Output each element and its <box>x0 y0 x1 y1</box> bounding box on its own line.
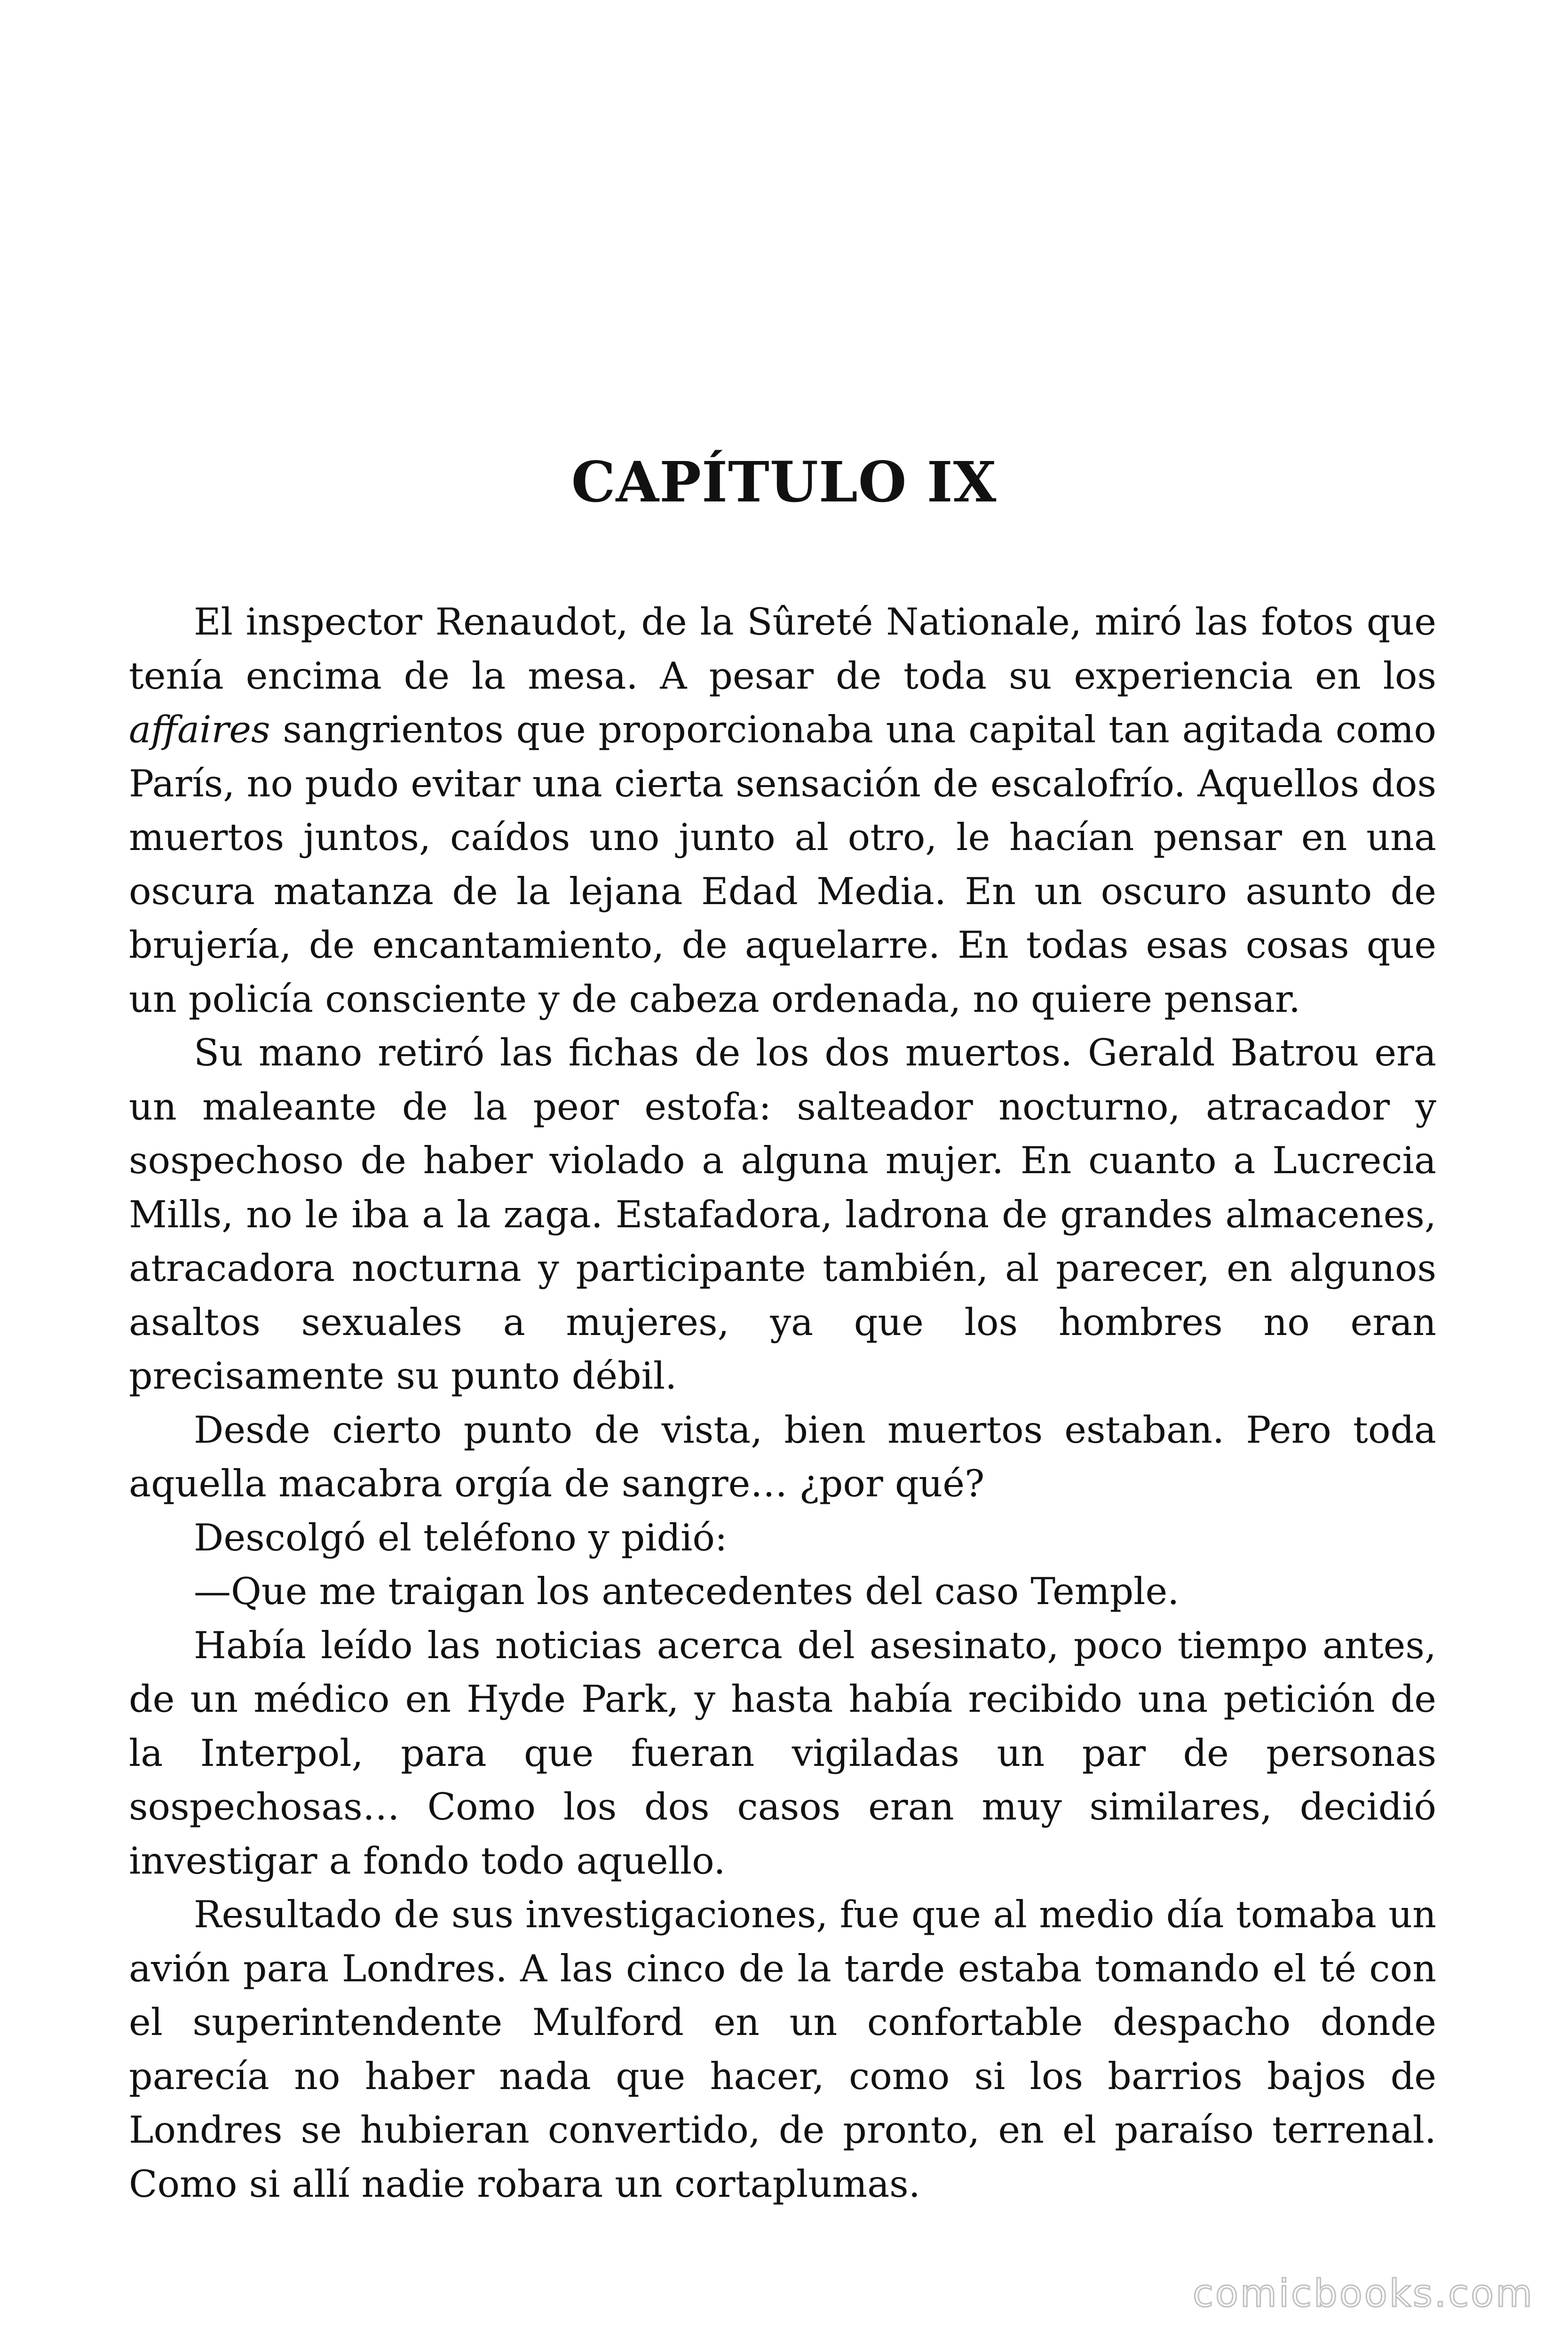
paragraph-4: Descolgó el teléfono y pidió: <box>194 1516 728 1559</box>
italic-word: affaires <box>129 708 270 751</box>
paragraph-1-end: sangrientos que proporcionaba una capital tan agitada como París, no pudo evitar una cierta sensación de escalofrío. Aquellos dos muertos juntos, caídos uno junto al otro, le hacían pensar en una oscura matanza de la lejana Edad Media. En un oscuro asunto de brujería, de encantamiento, de aquelarre. En todas esas cosas que un policía consciente y de cabeza ordenada, no quiere pensar. <box>129 708 1436 1021</box>
paragraph-2: Su mano retiró las fichas de los dos muertos. Gerald Batrou era un maleante de la peor estofa: salteador nocturno, atracador y sospechoso de haber violado a alguna mujer. En cuanto a Lucrecia Mills, no le iba a la zaga. Estafadora, ladrona de grandes almacenes, atracadora nocturna y participante también, al parecer, en algunos asaltos sexuales a mujeres, ya que los hombres no eran precisamente su punto débil. <box>129 1031 1436 1398</box>
chapter-body <box>129 595 1436 2211</box>
paragraph-1-start: El inspector Renaudot, de la Sûreté Nationale, miró las fotos que tenía encima de la mesa. A pesar de toda su experiencia en los <box>129 600 1436 698</box>
dialogue-line: —Que me traigan los antecedentes del caso Temple. <box>194 1570 1180 1613</box>
paragraph-3: Desde cierto punto de vista, bien muertos estaban. Pero toda aquella macabra orgía de sangre… ¿por qué? <box>129 1408 1436 1505</box>
chapter-title: CAPÍTULO IX <box>571 449 997 515</box>
watermark: comicbooks.com <box>1192 2272 1534 2315</box>
paragraph-1 <box>129 595 1436 1026</box>
paragraph-7: Resultado de sus investigaciones, fue que al medio día tomaba un avión para Londres. A las cinco de la tarde estaba tomando el té con el superintendente Mulford en un confortable despacho donde parecía no haber nada que hacer, como si los barrios bajos de Londres se hubieran convertido, de pronto, en el paraíso terrenal. Como si allí nadie robara un cortaplumas. <box>129 1893 1436 2206</box>
paragraph-6: Había leído las noticias acerca del asesinato, poco tiempo antes, de un médico en Hyde Park, y hasta había recibido una petición de la Interpol, para que fueran vigiladas un par de personas sospechosas… Como los dos casos eran muy similares, decidió investigar a fondo todo aquello. <box>129 1623 1436 1883</box>
